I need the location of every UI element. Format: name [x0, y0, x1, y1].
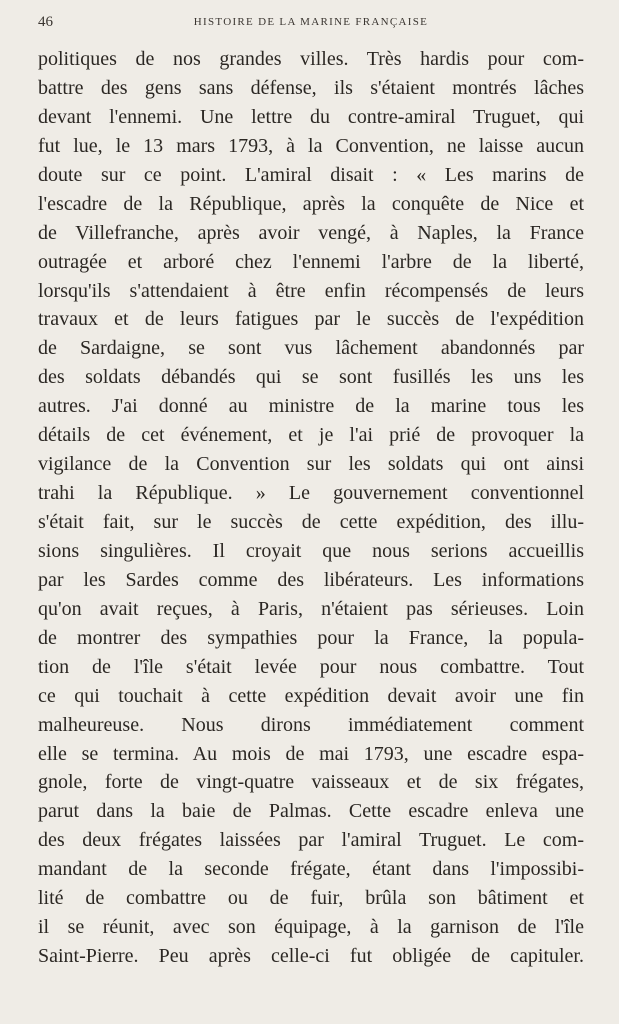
text-line: Saint-Pierre. Peu après celle-ci fut obligée de capituler.	[38, 945, 584, 968]
text-line: sions singulières. Il croyait que nous serions accueillis	[38, 539, 584, 562]
text-line: mandant de la seconde frégate, étant dans l'impossibi-	[38, 858, 584, 881]
text-line: doute sur ce point. L'amiral disait : « Les marins de	[38, 163, 584, 186]
text-line: qu'on avait reçues, à Paris, n'étaient pas sérieuses. Loin	[38, 597, 584, 620]
text-line: gnole, forte de vingt-quatre vaisseaux et de six frégates,	[38, 771, 584, 794]
text-line: lité de combattre ou de fuir, brûla son bâtiment et	[38, 887, 584, 910]
text-line: politiques de nos grandes villes. Très hardis pour com-	[38, 48, 584, 70]
text-line: outragée et arboré chez l'ennemi l'arbre de la liberté,	[38, 250, 584, 273]
text-line: de Villefranche, après avoir vengé, à Naples, la France	[38, 221, 584, 244]
text-line: autres. J'ai donné au ministre de la marine tous les	[38, 395, 584, 418]
text-line: tion de l'île s'était levée pour nous combattre. Tout	[38, 655, 584, 678]
text-line: fut lue, le 13 mars 1793, à la Convention, ne laisse aucun	[38, 134, 584, 157]
text-line: trahi la République. » Le gouvernement conventionnel	[38, 482, 584, 505]
page-number: 46	[38, 14, 53, 30]
text-line: elle se termina. Au mois de mai 1793, une escadre espa-	[38, 742, 584, 765]
text-line: il se réunit, avec son équipage, à la garnison de l'île	[38, 916, 584, 939]
page-header	[38, 14, 584, 34]
text-line: l'escadre de la République, après la conquête de Nice et	[38, 192, 584, 215]
text-line: travaux et de leurs fatigues par le succès de l'expédition	[38, 308, 584, 331]
text-line: malheureuse. Nous dirons immédiatement comment	[38, 713, 584, 736]
text-line: vigilance de la Convention sur les soldats qui ont ainsi	[38, 453, 584, 476]
text-line: détails de cet événement, et je l'ai prié de provoquer la	[38, 424, 584, 447]
text-line: devant l'ennemi. Une lettre du contre-amiral Truguet, qui	[38, 105, 584, 128]
text-line: battre des gens sans défense, ils s'étaient montrés lâches	[38, 76, 584, 99]
text-line: de montrer des sympathies pour la France, la popula-	[38, 626, 584, 649]
text-line: s'était fait, sur le succès de cette expédition, des illu-	[38, 511, 584, 533]
text-line: ce qui touchait à cette expédition devait avoir une fin	[38, 684, 584, 707]
text-line: des deux frégates laissées par l'amiral Truguet. Le com-	[38, 829, 584, 852]
body-text	[38, 45, 584, 971]
text-line: des soldats débandés qui se sont fusillés les uns les	[38, 366, 584, 389]
text-line: par les Sardes comme des libérateurs. Les informations	[38, 568, 584, 591]
text-line: parut dans la baie de Palmas. Cette escadre enleva une	[38, 800, 584, 823]
text-line: de Sardaigne, se sont vus lâchement abandonnés par	[38, 337, 584, 360]
running-title: HISTOIRE DE LA MARINE FRANÇAISE	[193, 16, 429, 28]
text-line: lorsqu'ils s'attendaient à être enfin récompensés de leurs	[38, 279, 584, 302]
